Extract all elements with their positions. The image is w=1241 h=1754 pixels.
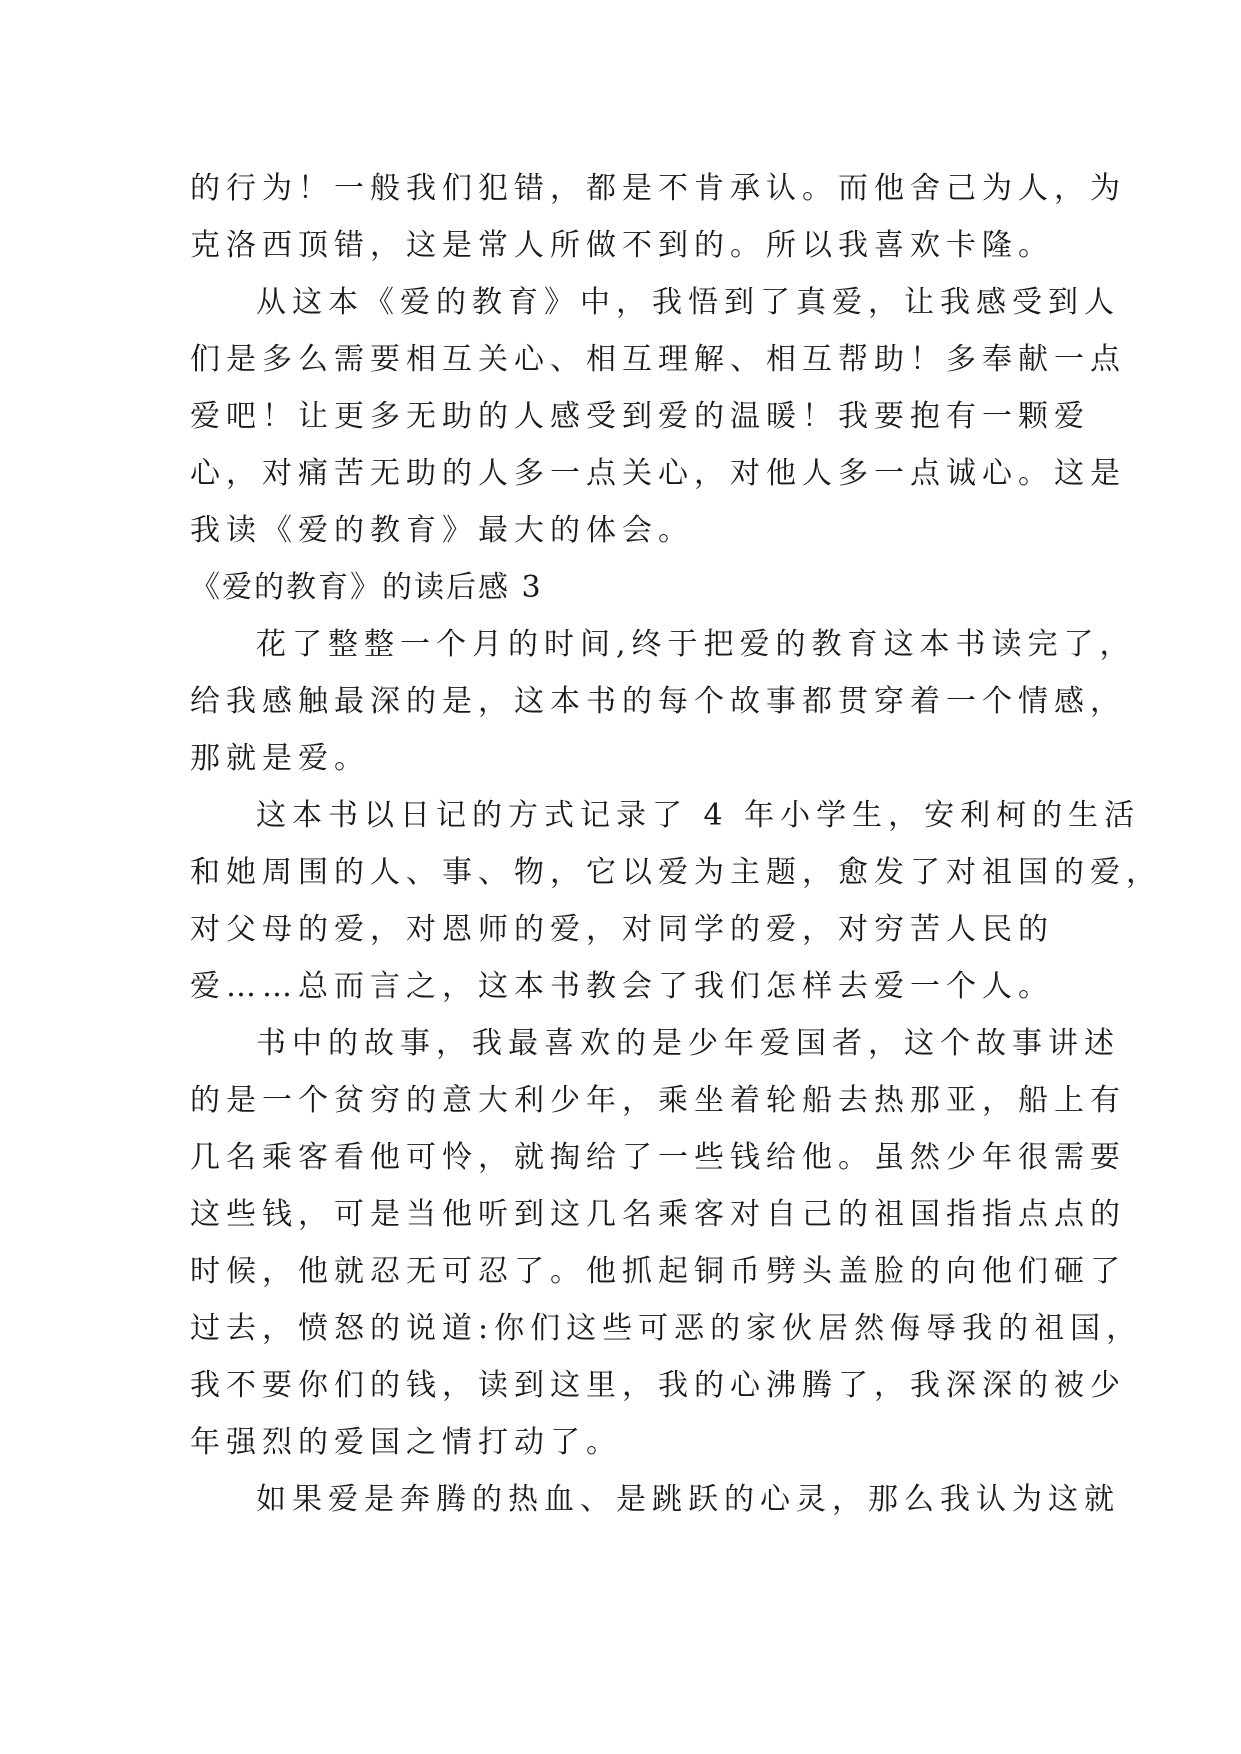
text-line: 爱……总而言之，这本书教会了我们怎样去爱一个人。: [190, 969, 1054, 1004]
text-line: 这本书以日记的方式记录了 4 年小学生，安利柯的生活: [256, 798, 1141, 833]
text-line: 书中的故事，我最喜欢的是少年爱国者，这个故事讲述: [256, 1026, 1120, 1061]
paragraph: [190, 274, 1126, 559]
text-line: 时候，他就忍无可忍了。他抓起铜币劈头盖脸的向他们砸了: [190, 1254, 1126, 1289]
paragraph: [190, 1015, 1143, 1471]
text-line: 我不要你们的钱，读到这里，我的心沸腾了，我深深的被少: [190, 1368, 1126, 1403]
paragraph: [190, 787, 1162, 1015]
document-page: [190, 160, 1162, 1528]
section-heading: [190, 559, 1060, 616]
paragraph: [190, 616, 1136, 787]
text-line: 几名乘客看他可怜，就掏给了一些钱给他。虽然少年很需要: [190, 1140, 1126, 1175]
text-line: 那就是爱。: [190, 741, 370, 776]
text-line: 心，对痛苦无助的人多一点关心，对他人多一点诚心。这是: [190, 456, 1126, 491]
text-line: 年强烈的爱国之情打动了。: [190, 1425, 622, 1460]
heading-text: 《爱的教育》的读后感 3: [190, 570, 543, 605]
text-line: 的是一个贫穷的意大利少年，乘坐着轮船去热那亚，船上有: [190, 1083, 1126, 1118]
text-line: 们是多么需要相互关心、相互理解、相互帮助！多奉献一点: [190, 342, 1126, 377]
text-line: 花了整整一个月的时间,终于把爱的教育这本书读完了，: [256, 627, 1136, 662]
paragraph: [190, 1471, 1120, 1528]
text-line: 过去，愤怒的说道:你们这些可恶的家伙居然侮辱我的祖国，: [190, 1311, 1143, 1346]
text-line: 这些钱，可是当他听到这几名乘客对自己的祖国指指点点的: [190, 1197, 1126, 1232]
paragraph: [190, 160, 1126, 274]
text-line: 爱吧！让更多无助的人感受到爱的温暖！我要抱有一颗爱: [190, 399, 1090, 434]
text-line: 我读《爱的教育》最大的体会。: [190, 513, 694, 548]
text-line: 如果爱是奔腾的热血、是跳跃的心灵，那么我认为这就: [256, 1482, 1120, 1517]
text-line: 克洛西顶错，这是常人所做不到的。所以我喜欢卡隆。: [190, 228, 1054, 263]
text-line: 和她周围的人、事、物，它以爱为主题，愈发了对祖国的爱，: [190, 855, 1162, 890]
text-line: 的行为！一般我们犯错，都是不肯承认。而他舍己为人，为: [190, 171, 1126, 206]
text-line: 对父母的爱，对恩师的爱，对同学的爱，对穷苦人民的: [190, 912, 1054, 947]
text-line: 从这本《爱的教育》中，我悟到了真爱，让我感受到人: [256, 285, 1120, 320]
text-line: 给我感触最深的是，这本书的每个故事都贯穿着一个情感，: [190, 684, 1126, 719]
